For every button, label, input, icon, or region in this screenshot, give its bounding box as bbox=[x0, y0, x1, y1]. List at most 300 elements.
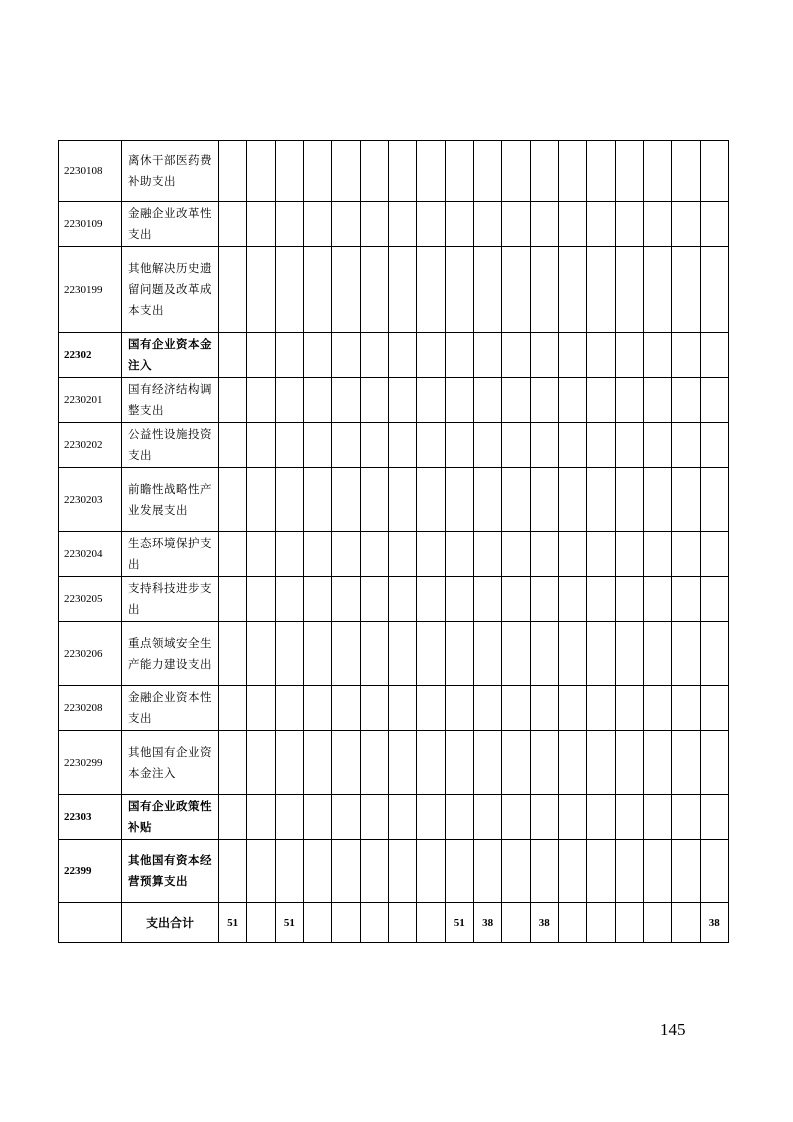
value-cell bbox=[530, 686, 558, 731]
account-name: 重点领域安全生产能力建设支出 bbox=[122, 622, 219, 686]
account-name: 生态环境保护支出 bbox=[122, 532, 219, 577]
table-row bbox=[59, 333, 729, 378]
value-cell bbox=[587, 202, 615, 247]
value-cell bbox=[332, 202, 360, 247]
account-name: 金融企业改革性支出 bbox=[122, 202, 219, 247]
value-cell bbox=[530, 141, 558, 202]
value-cell bbox=[388, 247, 416, 333]
value-cell bbox=[672, 840, 700, 903]
value-cell bbox=[360, 247, 388, 333]
value-cell bbox=[530, 378, 558, 423]
total-value-cell bbox=[360, 903, 388, 943]
value-cell bbox=[360, 202, 388, 247]
value-cell bbox=[303, 622, 331, 686]
value-cell bbox=[643, 577, 671, 622]
value-cell bbox=[247, 333, 275, 378]
value-cell bbox=[530, 333, 558, 378]
value-cell bbox=[615, 731, 643, 795]
value-cell bbox=[219, 686, 247, 731]
value-cell bbox=[303, 468, 331, 532]
value-cell bbox=[587, 423, 615, 468]
value-cell bbox=[530, 622, 558, 686]
value-cell bbox=[587, 333, 615, 378]
account-name: 公益性设施投资支出 bbox=[122, 423, 219, 468]
total-value-cell bbox=[417, 903, 445, 943]
value-cell bbox=[247, 532, 275, 577]
total-value-cell bbox=[558, 903, 586, 943]
table-row bbox=[59, 202, 729, 247]
value-cell bbox=[672, 686, 700, 731]
value-cell bbox=[502, 468, 530, 532]
value-cell bbox=[530, 795, 558, 840]
value-cell bbox=[672, 468, 700, 532]
value-cell bbox=[615, 247, 643, 333]
value-cell bbox=[445, 532, 473, 577]
value-cell bbox=[672, 423, 700, 468]
value-cell bbox=[558, 622, 586, 686]
value-cell bbox=[700, 333, 728, 378]
value-cell bbox=[587, 378, 615, 423]
value-cell bbox=[672, 202, 700, 247]
value-cell bbox=[219, 577, 247, 622]
value-cell bbox=[275, 731, 303, 795]
value-cell bbox=[700, 141, 728, 202]
value-cell bbox=[672, 141, 700, 202]
value-cell bbox=[417, 577, 445, 622]
value-cell bbox=[417, 247, 445, 333]
value-cell bbox=[502, 795, 530, 840]
value-cell bbox=[332, 622, 360, 686]
account-name: 金融企业资本性支出 bbox=[122, 686, 219, 731]
total-label: 支出合计 bbox=[122, 903, 219, 943]
value-cell bbox=[672, 247, 700, 333]
value-cell bbox=[530, 532, 558, 577]
value-cell bbox=[303, 686, 331, 731]
value-cell bbox=[587, 731, 615, 795]
value-cell bbox=[275, 468, 303, 532]
value-cell bbox=[558, 247, 586, 333]
value-cell bbox=[247, 840, 275, 903]
value-cell bbox=[587, 686, 615, 731]
value-cell bbox=[247, 141, 275, 202]
value-cell bbox=[332, 468, 360, 532]
account-name: 国有企业政策性补贴 bbox=[122, 795, 219, 840]
value-cell bbox=[360, 378, 388, 423]
value-cell bbox=[643, 247, 671, 333]
value-cell bbox=[275, 622, 303, 686]
value-cell bbox=[332, 731, 360, 795]
value-cell bbox=[643, 686, 671, 731]
value-cell bbox=[502, 378, 530, 423]
value-cell bbox=[388, 532, 416, 577]
value-cell bbox=[473, 795, 501, 840]
value-cell bbox=[247, 202, 275, 247]
value-cell bbox=[275, 202, 303, 247]
table-row bbox=[59, 378, 729, 423]
value-cell bbox=[615, 468, 643, 532]
value-cell bbox=[332, 532, 360, 577]
account-code: 22302 bbox=[59, 333, 122, 378]
value-cell bbox=[643, 141, 671, 202]
value-cell bbox=[219, 622, 247, 686]
value-cell bbox=[417, 686, 445, 731]
value-cell bbox=[530, 202, 558, 247]
total-value-cell bbox=[502, 903, 530, 943]
value-cell bbox=[388, 622, 416, 686]
value-cell bbox=[275, 333, 303, 378]
value-cell bbox=[388, 423, 416, 468]
value-cell bbox=[672, 795, 700, 840]
value-cell bbox=[558, 795, 586, 840]
value-cell bbox=[615, 622, 643, 686]
value-cell bbox=[502, 686, 530, 731]
account-code: 22399 bbox=[59, 840, 122, 903]
total-value-cell: 38 bbox=[473, 903, 501, 943]
value-cell bbox=[672, 378, 700, 423]
table-row bbox=[59, 247, 729, 333]
total-value-cell bbox=[615, 903, 643, 943]
value-cell bbox=[332, 141, 360, 202]
value-cell bbox=[615, 795, 643, 840]
table-row bbox=[59, 731, 729, 795]
value-cell bbox=[643, 378, 671, 423]
account-code: 22303 bbox=[59, 795, 122, 840]
value-cell bbox=[643, 333, 671, 378]
value-cell bbox=[388, 840, 416, 903]
value-cell bbox=[360, 532, 388, 577]
value-cell bbox=[445, 468, 473, 532]
value-cell bbox=[643, 423, 671, 468]
value-cell bbox=[332, 686, 360, 731]
value-cell bbox=[417, 378, 445, 423]
value-cell bbox=[473, 532, 501, 577]
value-cell bbox=[473, 202, 501, 247]
page-number: 145 bbox=[660, 1020, 686, 1039]
value-cell bbox=[360, 577, 388, 622]
value-cell bbox=[615, 532, 643, 577]
value-cell bbox=[303, 795, 331, 840]
value-cell bbox=[219, 795, 247, 840]
value-cell bbox=[417, 141, 445, 202]
total-row bbox=[59, 903, 729, 943]
total-value-cell bbox=[303, 903, 331, 943]
value-cell bbox=[502, 141, 530, 202]
value-cell bbox=[473, 423, 501, 468]
value-cell bbox=[502, 333, 530, 378]
value-cell bbox=[502, 622, 530, 686]
value-cell bbox=[502, 532, 530, 577]
value-cell bbox=[530, 577, 558, 622]
value-cell bbox=[275, 532, 303, 577]
value-cell bbox=[388, 795, 416, 840]
value-cell bbox=[558, 577, 586, 622]
value-cell bbox=[615, 141, 643, 202]
value-cell bbox=[502, 247, 530, 333]
value-cell bbox=[417, 622, 445, 686]
account-name: 国有企业资本金注入 bbox=[122, 333, 219, 378]
value-cell bbox=[275, 423, 303, 468]
value-cell bbox=[615, 333, 643, 378]
value-cell bbox=[473, 468, 501, 532]
value-cell bbox=[473, 577, 501, 622]
value-cell bbox=[587, 468, 615, 532]
table-row bbox=[59, 686, 729, 731]
value-cell bbox=[643, 795, 671, 840]
value-cell bbox=[332, 840, 360, 903]
total-value-cell bbox=[332, 903, 360, 943]
value-cell bbox=[417, 333, 445, 378]
table-row bbox=[59, 423, 729, 468]
value-cell bbox=[417, 532, 445, 577]
value-cell bbox=[558, 840, 586, 903]
value-cell bbox=[219, 247, 247, 333]
value-cell bbox=[247, 423, 275, 468]
value-cell bbox=[332, 423, 360, 468]
value-cell bbox=[247, 378, 275, 423]
value-cell bbox=[219, 141, 247, 202]
value-cell bbox=[360, 622, 388, 686]
value-cell bbox=[672, 577, 700, 622]
value-cell bbox=[388, 141, 416, 202]
value-cell bbox=[558, 141, 586, 202]
value-cell bbox=[417, 468, 445, 532]
account-code: 2230199 bbox=[59, 247, 122, 333]
value-cell bbox=[558, 731, 586, 795]
value-cell bbox=[587, 532, 615, 577]
value-cell bbox=[247, 622, 275, 686]
table-row bbox=[59, 840, 729, 903]
value-cell bbox=[558, 333, 586, 378]
value-cell bbox=[303, 333, 331, 378]
account-name: 其他国有资本经营预算支出 bbox=[122, 840, 219, 903]
account-code: 2230201 bbox=[59, 378, 122, 423]
value-cell bbox=[445, 686, 473, 731]
value-cell bbox=[417, 423, 445, 468]
value-cell bbox=[473, 686, 501, 731]
value-cell bbox=[700, 202, 728, 247]
value-cell bbox=[388, 577, 416, 622]
value-cell bbox=[700, 840, 728, 903]
value-cell bbox=[219, 378, 247, 423]
value-cell bbox=[502, 202, 530, 247]
total-value-cell bbox=[672, 903, 700, 943]
account-name: 前瞻性战略性产业发展支出 bbox=[122, 468, 219, 532]
value-cell bbox=[275, 686, 303, 731]
value-cell bbox=[700, 622, 728, 686]
value-cell bbox=[247, 795, 275, 840]
value-cell bbox=[332, 577, 360, 622]
table-row bbox=[59, 795, 729, 840]
value-cell bbox=[558, 378, 586, 423]
total-value-cell: 51 bbox=[445, 903, 473, 943]
value-cell bbox=[530, 247, 558, 333]
value-cell bbox=[303, 423, 331, 468]
budget-expenditure-table bbox=[58, 140, 729, 943]
value-cell bbox=[445, 141, 473, 202]
value-cell bbox=[615, 202, 643, 247]
value-cell bbox=[672, 622, 700, 686]
value-cell bbox=[672, 532, 700, 577]
account-code: 2230109 bbox=[59, 202, 122, 247]
value-cell bbox=[445, 378, 473, 423]
value-cell bbox=[445, 333, 473, 378]
value-cell bbox=[558, 202, 586, 247]
value-cell bbox=[275, 378, 303, 423]
value-cell bbox=[445, 577, 473, 622]
value-cell bbox=[388, 731, 416, 795]
value-cell bbox=[473, 731, 501, 795]
value-cell bbox=[388, 202, 416, 247]
total-value-cell bbox=[247, 903, 275, 943]
value-cell bbox=[275, 840, 303, 903]
value-cell bbox=[530, 468, 558, 532]
value-cell bbox=[530, 731, 558, 795]
value-cell bbox=[388, 333, 416, 378]
account-code: 2230202 bbox=[59, 423, 122, 468]
value-cell bbox=[473, 378, 501, 423]
value-cell bbox=[502, 840, 530, 903]
account-name: 支持科技进步支出 bbox=[122, 577, 219, 622]
value-cell bbox=[615, 378, 643, 423]
value-cell bbox=[247, 686, 275, 731]
value-cell bbox=[445, 202, 473, 247]
value-cell bbox=[643, 731, 671, 795]
account-code: 2230299 bbox=[59, 731, 122, 795]
value-cell bbox=[502, 577, 530, 622]
value-cell bbox=[700, 378, 728, 423]
value-cell bbox=[445, 423, 473, 468]
total-value-cell bbox=[388, 903, 416, 943]
value-cell bbox=[445, 622, 473, 686]
value-cell bbox=[700, 423, 728, 468]
value-cell bbox=[303, 247, 331, 333]
value-cell bbox=[502, 731, 530, 795]
value-cell bbox=[219, 202, 247, 247]
value-cell bbox=[643, 622, 671, 686]
value-cell bbox=[558, 532, 586, 577]
value-cell bbox=[303, 378, 331, 423]
account-name: 国有经济结构调整支出 bbox=[122, 378, 219, 423]
account-name: 离休干部医药费补助支出 bbox=[122, 141, 219, 202]
value-cell bbox=[417, 795, 445, 840]
account-code: 2230205 bbox=[59, 577, 122, 622]
value-cell bbox=[303, 532, 331, 577]
value-cell bbox=[360, 686, 388, 731]
value-cell bbox=[700, 686, 728, 731]
value-cell bbox=[587, 795, 615, 840]
value-cell bbox=[360, 731, 388, 795]
value-cell bbox=[445, 731, 473, 795]
value-cell bbox=[417, 731, 445, 795]
account-code: 2230208 bbox=[59, 686, 122, 731]
value-cell bbox=[700, 468, 728, 532]
value-cell bbox=[473, 622, 501, 686]
value-cell bbox=[275, 795, 303, 840]
value-cell bbox=[700, 577, 728, 622]
value-cell bbox=[643, 202, 671, 247]
value-cell bbox=[558, 686, 586, 731]
value-cell bbox=[247, 731, 275, 795]
value-cell bbox=[417, 840, 445, 903]
value-cell bbox=[417, 202, 445, 247]
value-cell bbox=[587, 141, 615, 202]
table-row bbox=[59, 141, 729, 202]
value-cell bbox=[275, 247, 303, 333]
value-cell bbox=[473, 840, 501, 903]
value-cell bbox=[303, 577, 331, 622]
total-value-cell bbox=[643, 903, 671, 943]
value-cell bbox=[615, 686, 643, 731]
value-cell bbox=[473, 247, 501, 333]
account-code: 2230108 bbox=[59, 141, 122, 202]
value-cell bbox=[700, 247, 728, 333]
value-cell bbox=[303, 141, 331, 202]
value-cell bbox=[700, 532, 728, 577]
value-cell bbox=[360, 795, 388, 840]
value-cell bbox=[587, 247, 615, 333]
value-cell bbox=[247, 577, 275, 622]
value-cell bbox=[643, 468, 671, 532]
value-cell bbox=[388, 468, 416, 532]
value-cell bbox=[275, 577, 303, 622]
account-code: 2230206 bbox=[59, 622, 122, 686]
value-cell bbox=[303, 840, 331, 903]
value-cell bbox=[672, 333, 700, 378]
value-cell bbox=[303, 731, 331, 795]
value-cell bbox=[700, 731, 728, 795]
table-row bbox=[59, 468, 729, 532]
value-cell bbox=[332, 247, 360, 333]
value-cell bbox=[502, 423, 530, 468]
table-row bbox=[59, 532, 729, 577]
value-cell bbox=[558, 468, 586, 532]
table-row bbox=[59, 622, 729, 686]
value-cell bbox=[219, 731, 247, 795]
value-cell bbox=[388, 686, 416, 731]
value-cell bbox=[332, 795, 360, 840]
value-cell bbox=[445, 247, 473, 333]
value-cell bbox=[643, 840, 671, 903]
value-cell bbox=[332, 378, 360, 423]
value-cell bbox=[445, 840, 473, 903]
value-cell bbox=[473, 333, 501, 378]
value-cell bbox=[219, 468, 247, 532]
total-value-cell: 38 bbox=[700, 903, 728, 943]
value-cell bbox=[587, 840, 615, 903]
value-cell bbox=[388, 378, 416, 423]
value-cell bbox=[247, 247, 275, 333]
value-cell bbox=[672, 731, 700, 795]
value-cell bbox=[587, 577, 615, 622]
value-cell bbox=[360, 333, 388, 378]
value-cell bbox=[445, 795, 473, 840]
value-cell bbox=[219, 532, 247, 577]
value-cell bbox=[615, 423, 643, 468]
account-name: 其他国有企业资本金注入 bbox=[122, 731, 219, 795]
value-cell bbox=[360, 840, 388, 903]
value-cell bbox=[615, 577, 643, 622]
total-value-cell: 51 bbox=[275, 903, 303, 943]
value-cell bbox=[587, 622, 615, 686]
value-cell bbox=[473, 141, 501, 202]
total-value-cell bbox=[587, 903, 615, 943]
value-cell bbox=[219, 423, 247, 468]
total-value-cell: 38 bbox=[530, 903, 558, 943]
value-cell bbox=[303, 202, 331, 247]
value-cell bbox=[360, 423, 388, 468]
total-value-cell: 51 bbox=[219, 903, 247, 943]
account-name: 其他解决历史遗留问题及改革成本支出 bbox=[122, 247, 219, 333]
